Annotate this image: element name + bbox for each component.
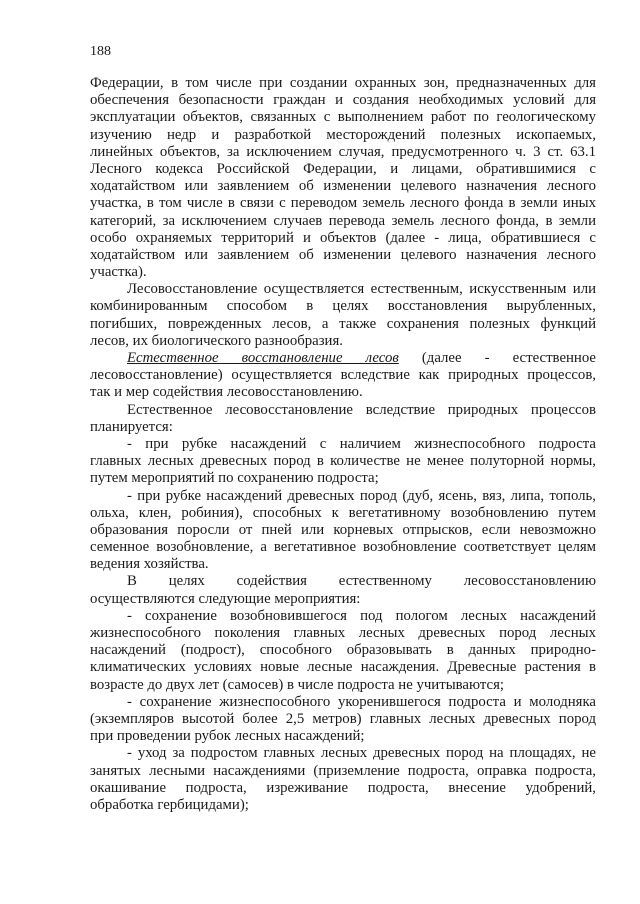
line-text: линейных объектов, за исключением случая, предусмотренного ч. 3 ст. 63.1 <box>90 143 596 160</box>
text-line <box>90 247 596 264</box>
text-line <box>90 384 596 401</box>
text-line <box>90 178 596 195</box>
text-line <box>90 711 596 728</box>
text-line <box>90 677 596 694</box>
page-number: 188 <box>90 44 111 59</box>
line-text: планируется: <box>90 418 173 435</box>
line-text: Естественное лесовосстановление вследствие природных процессов <box>127 401 596 418</box>
line-text: лесов, их биологического разнообразия. <box>90 332 343 349</box>
text-line <box>90 230 596 247</box>
text-line <box>90 763 596 780</box>
text-line <box>90 625 596 642</box>
text-line <box>90 728 596 745</box>
text-line <box>90 556 596 573</box>
text-line <box>90 213 596 230</box>
text-line <box>90 419 596 436</box>
text-line <box>90 161 596 178</box>
line-text: так и мер содействия лесовосстановлению. <box>90 384 363 401</box>
line-text: семенное возобновление, а вегетативное возобновление соответствует целям <box>90 539 596 556</box>
text-line <box>90 92 596 109</box>
line-text: изучению недр и разработкой месторождений полезных ископаемых, <box>90 126 596 143</box>
line-text: (экземпляров высотой более 2,5 метров) главных лесных древесных пород <box>90 710 596 727</box>
text-line <box>90 281 596 298</box>
text-line <box>90 75 596 92</box>
line-text: ходатайством или заявлением об изменении целевого назначения лесного <box>90 178 596 195</box>
line-text: (далее - естественное <box>398 350 596 366</box>
line-text: погибших, поврежденных лесов, а также сохранения полезных функций <box>90 315 596 332</box>
text-line <box>90 573 596 590</box>
text-line <box>90 505 596 522</box>
line-text: - уход за подростом главных лесных древесных пород на площадях, не <box>127 745 596 762</box>
document-body <box>90 75 596 814</box>
line-text: эксплуатации объектов, связанных с выполнением работ по геологическому <box>90 109 596 126</box>
text-line <box>90 522 596 539</box>
line-text: ходатайством или заявлением об изменении целевого назначения лесного <box>90 246 596 263</box>
line-text: осуществляются следующие мероприятия: <box>90 590 361 607</box>
term-emphasis: Естественное восстановление лесов <box>127 350 399 366</box>
line-text: ольха, клен, робиния), способных к вегетативному возобновлению путем <box>90 504 596 521</box>
text-line <box>90 470 596 487</box>
text-line <box>90 402 596 419</box>
text-line <box>90 745 596 762</box>
text-line <box>90 109 596 126</box>
text-line <box>90 694 596 711</box>
text-line <box>90 195 596 212</box>
line-text: занятых лесными насаждениями (приземление подроста, оправка подроста, <box>90 762 596 779</box>
text-line <box>90 127 596 144</box>
line-text: особо охраняемых территорий и объектов (далее - лица, обратившиеся с <box>90 229 596 246</box>
text-line <box>90 264 596 281</box>
text-line <box>90 333 596 350</box>
line-text: возрасте до двух лет (самосев) в числе подроста не учитываются; <box>90 676 504 693</box>
text-line <box>90 488 596 505</box>
line-text: - сохранение возобновившегося под пологом лесных насаждений <box>127 607 596 624</box>
text-line <box>90 316 596 333</box>
line-text: Лесного кодекса Российской Федерации, и лицами, обратившимися с <box>90 160 596 177</box>
line-text: насаждений (подрост), способного образовывать в данных природно- <box>90 642 596 659</box>
line-text: - сохранение жизнеспособного укоренившегося подроста и молодняка <box>127 693 596 710</box>
text-line <box>90 539 596 556</box>
line-text: категорий, за исключением случаев перевода земель лесного фонда, в земли <box>90 212 596 229</box>
line-text: ведения хозяйства. <box>90 556 209 573</box>
line-text: климатических условиях новые лесные насаждения. Древесные растения в <box>90 659 596 676</box>
line-text: окашивание подроста, изреживание подроста, внесение удобрений, <box>90 779 596 796</box>
line-text: участка). <box>90 264 147 281</box>
text-line <box>90 367 596 384</box>
line-text: Лесовосстановление осуществляется естественным, искусственным или <box>127 281 596 298</box>
line-text: образования поросли от пней или корневых отпрысков, если невозможно <box>90 521 596 538</box>
text-line <box>90 350 596 367</box>
line-text: жизнеспособного поколения главных лесных древесных пород лесных <box>90 625 596 641</box>
text-line <box>90 659 596 676</box>
text-line <box>90 642 596 659</box>
text-line <box>90 436 596 453</box>
line-text: В целях содействия естественному лесовосстановлению <box>127 573 596 590</box>
line-text: путем мероприятий по сохранению подроста; <box>90 470 379 487</box>
line-text: участка, в том числе в связи с переводом земель лесного фонда в земли иных <box>90 195 596 212</box>
line-text: при проведении рубок лесных насаждений; <box>90 728 365 745</box>
line-text: комбинированным способом в целях восстановления вырубленных, <box>90 298 596 315</box>
line-text: Федерации, в том числе при создании охранных зон, предназначенных для <box>90 75 596 91</box>
line-text: главных лесных древесных пород в количестве не менее полуторной нормы, <box>90 453 596 470</box>
line-text: лесовосстановление) осуществляется вследствие как природных процессов, <box>90 367 596 384</box>
line-text: - при рубке насаждений с наличием жизнеспособного подроста <box>127 435 596 452</box>
text-line <box>90 797 596 814</box>
text-line <box>90 144 596 161</box>
line-text: обработка гербицидами); <box>90 796 249 813</box>
text-line <box>90 591 596 608</box>
text-line <box>90 608 596 625</box>
line-text: - при рубке насаждений древесных пород (дуб, ясень, вяз, липа, тополь, <box>127 487 596 504</box>
text-line <box>90 780 596 797</box>
text-line <box>90 453 596 470</box>
text-line <box>90 298 596 315</box>
line-text: обеспечения безопасности граждан и создания необходимых условий для <box>90 92 596 109</box>
